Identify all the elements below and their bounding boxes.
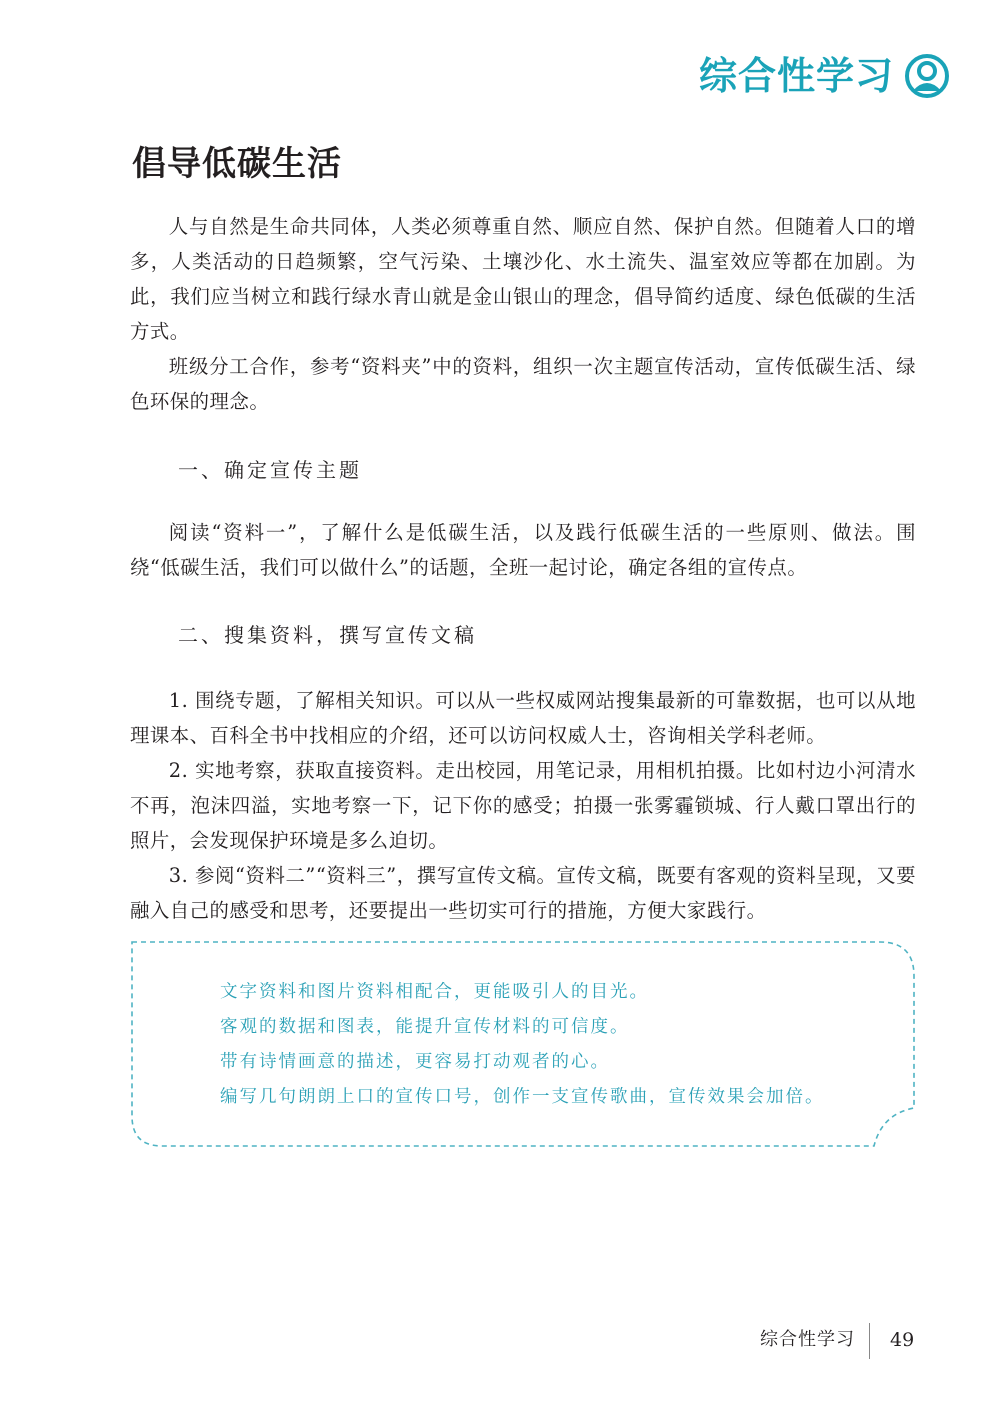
section-2-item-3: 3. 参阅“资料二”“资料三”，撰写宣传文稿。宣传文稿，既要有客观的资料呈现，又要融入自己的感受和思考，还要提出一些切实可行的措施，方便大家践行。 xyxy=(130,864,916,922)
tip-line-2: 客观的数据和图表，能提升宣传材料的可信度。 xyxy=(220,1017,630,1037)
section-2-item-2: 2. 实地考察，获取直接资料。走出校园，用笔记录，用相机拍摄。比如村边小河清水不再，泡沫四溢，实地考察一下，记下你的感受；拍摄一张雾霾锁城、行人戴口罩出行的照片，会发现保护环境是多么迫切。 xyxy=(130,759,916,852)
section-1-paragraph: 阅读“资料一”，了解什么是低碳生活，以及践行低碳生活的一些原则、做法。围绕“低碳生活，我们可以做什么”的话题，全班一起讨论，确定各组的宣传点。 xyxy=(130,521,916,579)
page-title: 倡导低碳生活 xyxy=(132,144,342,184)
intro-paragraph-1: 人与自然是生命共同体，人类必须尊重自然、顺应自然、保护自然。但随着人口的增多，人类活动的日趋频繁，空气污染、土壤沙化、水土流失、温室效应等都在加剧。为此，我们应当树立和践行绿水青山就是金山银山的理念，倡导简约适度、绿色低碳的生活方式。 xyxy=(130,215,916,343)
tips-box-dashed-border xyxy=(128,940,920,1150)
footer-divider xyxy=(869,1323,870,1359)
section-1-heading: 一、确定宣传主题 xyxy=(178,458,362,482)
tip-line-1: 文字资料和图片资料相配合，更能吸引人的目光。 xyxy=(220,982,649,1002)
person-avatar-icon xyxy=(904,53,950,99)
section-2-item-1: 1. 围绕专题，了解相关知识。可以从一些权威网站搜集最新的可靠数据，也可以从地理课本、百科全书中找相应的介绍，还可以访问权威人士，咨询相关学科老师。 xyxy=(130,689,916,747)
section-header-label: 综合性学习 xyxy=(698,54,894,98)
section-2-heading: 二、搜集资料，撰写宣传文稿 xyxy=(178,623,477,647)
tip-line-4: 编写几句朗朗上口的宣传口号，创作一支宣传歌曲，宣传效果会加倍。 xyxy=(220,1087,825,1107)
intro-paragraph-2: 班级分工合作，参考“资料夹”中的资料，组织一次主题宣传活动，宣传低碳生活、绿色环保的理念。 xyxy=(130,355,916,413)
page-number: 49 xyxy=(890,1329,915,1351)
tips-box xyxy=(128,940,920,1150)
footer-section-label: 综合性学习 xyxy=(760,1329,855,1350)
tip-line-3: 带有诗情画意的描述，更容易打动观者的心。 xyxy=(220,1052,610,1072)
